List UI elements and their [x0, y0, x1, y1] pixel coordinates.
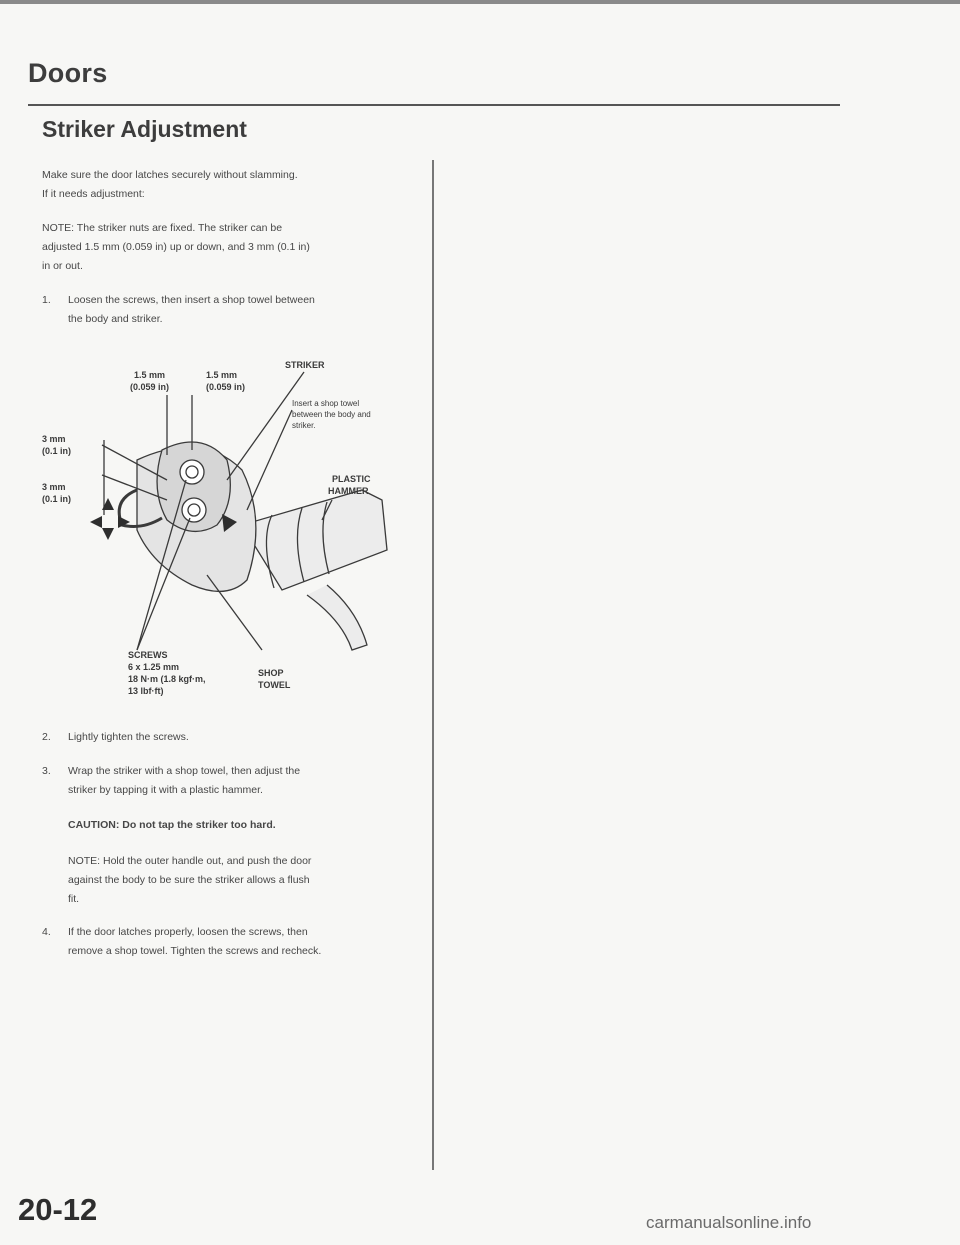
step-2: [42, 728, 417, 747]
screw-circle: [182, 498, 206, 522]
top-rule: [0, 0, 960, 4]
label-dim: (0.059 in): [206, 382, 246, 392]
step-line: Loosen the screws, then insert a shop towel between: [68, 294, 315, 306]
step-line: Lightly tighten the screws.: [68, 731, 189, 743]
striker-diagram: [42, 350, 422, 730]
step-line: the body and striker.: [68, 313, 163, 325]
note-line: against the body to be sure the striker allows a flush: [68, 874, 310, 886]
label-towel: TOWEL: [258, 680, 291, 690]
arrow-left-icon: [90, 516, 102, 528]
intro-block: [42, 166, 417, 204]
label-dim: 1.5 mm: [206, 370, 238, 380]
note-line: NOTE: The striker nuts are fixed. The striker can be: [42, 222, 283, 234]
step-line: If the door latches properly, loosen the screws, then: [68, 926, 308, 938]
note-line: fit.: [68, 893, 80, 905]
step-number: 2.: [42, 731, 51, 743]
label-towel: SHOP: [258, 668, 284, 678]
intro-line: Make sure the door latches securely without slamming.: [42, 169, 298, 181]
hammer-handle-shape: [242, 490, 387, 590]
note-block: [42, 219, 417, 276]
label-screws: 18 N·m (1.8 kgf·m,: [128, 674, 206, 684]
page-title: Striker Adjustment: [42, 116, 247, 142]
label-hammer: HAMMER: [328, 486, 369, 496]
step-number: 3.: [42, 765, 51, 777]
step-1: [42, 291, 417, 329]
label-screws: 13 lbf·ft): [128, 686, 164, 696]
step-4: [42, 923, 417, 961]
column-divider: [432, 160, 434, 1170]
label-dim: (0.1 in): [42, 446, 72, 456]
note-line: NOTE: Hold the outer handle out, and push the door: [68, 855, 312, 867]
note-line: in or out.: [42, 260, 83, 272]
label-dim: (0.059 in): [130, 382, 170, 392]
step-number: 4.: [42, 926, 51, 938]
arrow-down-icon: [102, 528, 114, 540]
step-line: remove a shop towel. Tighten the screws and recheck.: [68, 945, 322, 957]
label-striker: STRIKER: [285, 360, 325, 370]
screw-circle: [180, 460, 204, 484]
section-title: Doors: [28, 58, 108, 88]
note2-block: [42, 852, 417, 909]
caution-block: [42, 816, 417, 835]
step-line: striker by tapping it with a plastic hammer.: [68, 784, 263, 796]
step-number: 1.: [42, 294, 51, 306]
note-line: adjusted 1.5 mm (0.059 in) up or down, and 3 mm (0.1 in): [42, 241, 310, 253]
step-3: [42, 762, 417, 800]
label-hammer: PLASTIC: [332, 474, 371, 484]
label-dim: 1.5 mm: [134, 370, 166, 380]
step-line: Wrap the striker with a shop towel, then adjust the: [68, 765, 301, 777]
label-screws: SCREWS: [128, 650, 168, 660]
label-screws: 6 x 1.25 mm: [128, 662, 180, 672]
watermark: carmanualsonline.info: [646, 1213, 812, 1232]
label-insert: striker.: [292, 421, 316, 430]
label-dim: 3 mm: [42, 482, 66, 492]
intro-line: If it needs adjustment:: [42, 188, 145, 200]
label-dim: (0.1 in): [42, 494, 72, 504]
label-insert: Insert a shop towel: [292, 399, 360, 408]
page-number: 20-12: [18, 1192, 98, 1227]
label-dim: 3 mm: [42, 434, 66, 444]
header-rule: [28, 104, 840, 106]
label-insert: between the body and: [292, 410, 371, 419]
leader-line: [247, 410, 292, 510]
rod-shape: [307, 585, 367, 650]
caution-text: CAUTION: Do not tap the striker too hard.: [68, 819, 276, 831]
